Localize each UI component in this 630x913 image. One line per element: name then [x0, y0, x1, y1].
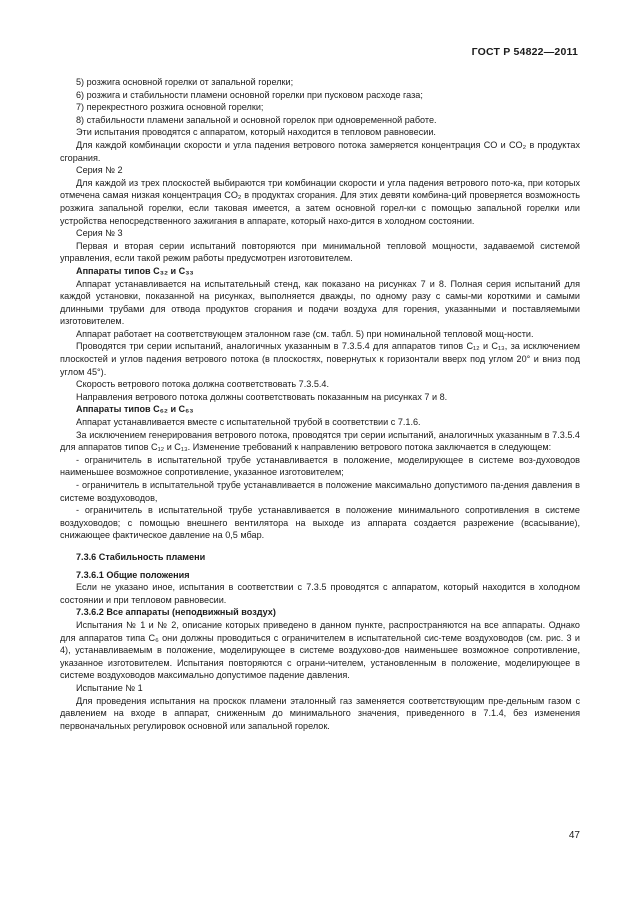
paragraph: Эти испытания проводятся с аппаратом, который находится в тепловом равновесии.	[76, 127, 436, 138]
subsection-heading: Аппараты типов C₆₂ и C₆₃	[76, 404, 194, 415]
series-heading: Серия № 2	[76, 165, 123, 176]
section-heading: 7.3.6 Стабильность пламени	[76, 551, 206, 562]
standard-header: ГОСТ Р 54822—2011	[471, 46, 578, 58]
paragraph: Первая и вторая серии испытаний повторяются при минимальной тепловой мощности, задаваемой системой управления, если такой режим работы предусмотрен изготовителем.	[60, 240, 580, 264]
paragraph: 5) розжига основной горелки от запальной горелки;	[76, 77, 294, 87]
paragraph: Для проведения испытания на проскок пламени эталонный газ заменяется соответствующим пре-дельным газом с давлением на входе в аппарат, сниженным до минимального значения, приведенного в 7.1.4, без изменения первоначальных регулировок основной или запальной горелок.	[60, 695, 580, 731]
paragraph: 6) розжига и стабильности пламени основной горелки при пусковом расходе газа;	[76, 89, 423, 100]
paragraph: Аппарат устанавливается вместе с испытательной трубой в соответствии с 7.1.6.	[76, 417, 421, 428]
paragraph: Аппарат устанавливается на испытательный стенд, как показано на рисунках 7 и 8. Полная серия испытаний для каждой установки, показанной на рисунках, выполняется дважды, по одному разу с самы-ми короткими и самыми длинными трубами для отвода продуктов сгорания и подачи воздуха для горения, указанными и поставляемыми изготовителем.	[60, 278, 580, 327]
paragraph: Проводятся три серии испытаний, аналогичных указанным в 7.3.5.4 для аппаратов типов C₁₂ и C₁₃, за исключением плоскостей и углов падения ветрового потока (в плоскостях, повернутых к горизонтали вверх под углом 20° и вниз под углом 45°).	[60, 341, 580, 377]
subsection-heading: 7.3.6.2 Все аппараты (неподвижный воздух)	[76, 607, 276, 618]
paragraph: Для каждой из трех плоскостей выбираются три комбинации скорости и угла падения ветрового пото-ка, при которых отмечена самая низкая концентрация CO₂ в продуктах сгорания. Для этих девяти комбина-ций проверяется возможность розжига запальной горелки, если таковая имеется, а затем основной горел-ки с помощью запальной горелки или устройства непосредственного зажигания в аппарате, который нахо-дится в холодном состоянии.	[60, 177, 580, 226]
paragraph: 7) перекрестного розжига основной горелки;	[76, 102, 264, 113]
paragraph: Скорость ветрового потока должна соответствовать 7.3.5.4.	[76, 379, 329, 390]
subsection-heading: 7.3.6.1 Общие положения	[76, 569, 190, 580]
paragraph: Испытания № 1 и № 2, описание которых приведено в данном пункте, распространяются на все аппараты. Однако для аппаратов типа C₆ они должны проводиться с ограничителем в испытательной сис-теме воздуховодов (см. рис. 3 и 4), устанавливаемым в положение, моделирующее в системе воздухово-дов наименьшее возможное сопротивление, указанное изготовителем. Испытания повторяются с ограни-чителем, установленным в положение, моделирующее в системе воздуховодов максимально допустимое падение давления.	[60, 619, 580, 681]
series-heading: Серия № 3	[76, 228, 123, 239]
page-number: 47	[568, 830, 580, 841]
page-content	[60, 76, 580, 732]
subsection-heading: Аппараты типов C₃₂ и C₃₃	[76, 265, 194, 276]
paragraph: Если не указано иное, испытания в соответствии с 7.3.5 проводятся с аппаратом, который находится в холодном состоянии и при тепловом равновесии.	[60, 582, 580, 605]
paragraph: За исключением генерирования ветрового потока, проводятся три серии испытаний, аналогичных указанным в 7.3.5.4 для аппаратов типов C₁₂ и C₁₃. Изменение требований к направлению ветрового потока заключается в следующем:	[60, 429, 580, 453]
paragraph: 8) стабильности пламени запальной и основной горелок при одновременной работе.	[76, 114, 437, 125]
paragraph: Для каждой комбинации скорости и угла падения ветрового потока замеряется концентрация CO и CO₂ в продуктах сгорания.	[60, 139, 580, 163]
list-item: - ограничитель в испытательной трубе устанавливается в положение минимального сопротивления в системе воздуховодов; с помощью внешнего вентилятора на выходе из аппарата создается разрежение (всасывание), снижающее фактическое давление на 0,5 мбар.	[60, 505, 580, 541]
paragraph: Направления ветрового потока должны соответствовать показанным на рисунках 7 и 8.	[76, 391, 448, 402]
list-item: - ограничитель в испытательной трубе устанавливается в положение максимально допустимого па-дения давления в системе воздуховодов,	[60, 480, 580, 503]
test-heading: Испытание № 1	[76, 682, 143, 693]
paragraph: Аппарат работает на соответствующем эталонном газе (см. табл. 5) при номинальной тепловой мощ-ности.	[76, 328, 534, 339]
list-item: - ограничитель в испытательной трубе устанавливается в положение, моделирующее в системе воз-духоводов наименьшее возможное сопротивление, указанное изготовителем;	[60, 454, 580, 478]
